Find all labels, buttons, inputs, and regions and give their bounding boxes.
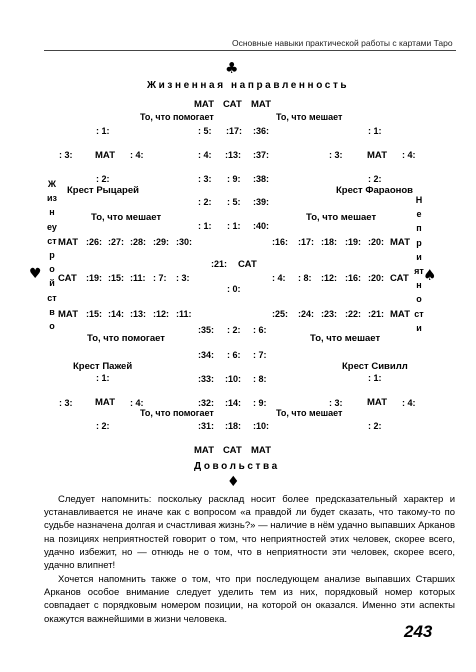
pos-8-right: : 8:	[298, 273, 312, 283]
body-paragraph-1: Следует напомнить: поскольку расклад носит более предсказательный характер и устанавливается не иначе как с вопросом «а правдой ли будет сказать, что такому-то по судьбе назначена долгая и счастливая жизнь?» — наличие в нём удачно выпавших Арканов на позициях неприятностей говорит о том, что неприятностей этих человек, скорее всего, удачно избежит, но — отнюдь не о том, что в неприятности эти человек, скорее всего, удачно влипнет!	[44, 494, 455, 572]
running-header: Основные навыки практической работы с картами Таро	[232, 38, 453, 48]
pos-26: :26:	[86, 237, 103, 247]
body-paragraph-2: Хочется напомнить также о том, что при последующем анализе выпавших Старших Арканов особое внимание следует уделить тем из них, порядковый номер которых совпадает с порядковым номером позиции, на которой он оказался. Именно эти аспекты окажутся важнейшими в жизни человека.	[44, 574, 455, 625]
pos-28: :28:	[130, 237, 147, 247]
pos-1-bottomright: : 1:	[368, 373, 382, 383]
mat-top-left: МАТ	[194, 99, 215, 110]
pos-31: :31:	[198, 421, 215, 431]
pos-2-topright: : 2:	[368, 174, 382, 184]
pos-18-center: :18:	[225, 421, 242, 431]
pos-9-center: : 9:	[253, 398, 267, 408]
pos-36: :36:	[253, 126, 270, 136]
mat-right-upper: МАТ	[390, 237, 411, 248]
sat-center: САТ	[238, 259, 257, 270]
pos-12-lower: :12:	[153, 309, 170, 319]
pos-4-topleft: : 4:	[130, 150, 144, 160]
pos-14-center: :14:	[225, 398, 242, 408]
pos-29: :29:	[153, 237, 170, 247]
pos-7-left: : 7:	[153, 273, 167, 283]
mat-bottomleft-cross: МАТ	[95, 397, 116, 408]
label-hinders-left: То, что мешает	[91, 212, 162, 223]
pos-39: :39:	[253, 197, 270, 207]
pos-16-right: :16:	[345, 273, 362, 283]
pos-24: :24:	[298, 309, 315, 319]
mat-left-lower: МАТ	[58, 309, 79, 320]
pos-17: :17:	[226, 126, 243, 136]
pos-10-center: :10:	[225, 374, 242, 384]
pos-7-center: : 7:	[253, 350, 267, 360]
sat-bottom: САТ	[223, 445, 242, 456]
mat-topleft-cross: МАТ	[95, 150, 116, 161]
pos-8-center: : 8:	[253, 374, 267, 384]
pos-3-topright: : 3:	[329, 150, 343, 160]
pos-6-lower: : 6:	[227, 350, 241, 360]
pos-2-lower-center: : 2:	[227, 325, 241, 335]
pos-33: :33:	[198, 374, 215, 384]
spade-suit-icon: ♠	[423, 266, 437, 284]
label-helps-bottom: То, что помогает	[140, 408, 214, 418]
label-hinders-right-lower: То, что мешает	[310, 333, 381, 344]
pos-21-right: :21:	[368, 309, 385, 319]
pos-1-center: : 1:	[198, 221, 212, 231]
pos-30: :30:	[176, 237, 193, 247]
pos-5: : 5:	[198, 126, 212, 136]
pos-11-lower: :11:	[176, 309, 192, 319]
pos-34: :34:	[198, 350, 215, 360]
pos-1-center-b: : 1:	[227, 221, 241, 231]
mat-topright-cross: МАТ	[367, 150, 388, 161]
pos-35: :35:	[198, 325, 215, 335]
mat-bottom-left: МАТ	[194, 445, 215, 456]
pos-23: :23:	[321, 309, 338, 319]
sat-top: САТ	[223, 99, 242, 110]
pos-2-center: : 2:	[198, 197, 212, 207]
pos-20: :20:	[368, 237, 385, 247]
pos-11-left: :11:	[130, 273, 146, 283]
pos-13-lower: :13:	[130, 309, 147, 319]
mat-bottom-right: МАТ	[251, 445, 272, 456]
pos-5-center: : 5:	[227, 197, 241, 207]
club-suit-icon: ♣	[225, 59, 239, 77]
pos-2-topleft: : 2:	[96, 174, 110, 184]
label-cross-sibyls: Крест Сивилл	[342, 361, 408, 372]
pos-18: :18:	[321, 237, 338, 247]
pos-10-bottom: :10:	[253, 421, 270, 431]
pos-4-bottomright: : 4:	[402, 398, 416, 408]
mat-bottomright-cross: МАТ	[367, 397, 388, 408]
pos-14-lower: :14:	[108, 309, 125, 319]
pos-25: :25:	[272, 309, 289, 319]
section-title-bottom: Довольства	[194, 461, 280, 472]
pos-4-topright: : 4:	[402, 150, 416, 160]
label-cross-knights: Крест Рыцарей	[67, 185, 139, 196]
pos-15-lower: :15:	[86, 309, 103, 319]
pos-6-center: : 6:	[253, 325, 267, 335]
label-cross-pages: Крест Пажей	[73, 361, 133, 372]
mat-top-right: МАТ	[251, 99, 272, 110]
pos-17-right: :17:	[298, 237, 315, 247]
pos-4-bottomleft: : 4:	[130, 398, 144, 408]
mat-left-upper: МАТ	[58, 237, 79, 248]
pos-19-left: :19:	[86, 273, 103, 283]
section-title-left: Жизнеустройство	[47, 179, 58, 332]
pos-19: :19:	[345, 237, 362, 247]
pos-22: :22:	[345, 309, 362, 319]
pos-2-bottomleft: : 2:	[96, 421, 110, 431]
pos-12-right: :12:	[321, 273, 338, 283]
pos-15-left: :15:	[108, 273, 125, 283]
header-rule	[44, 50, 456, 51]
pos-1-bottomleft: : 1:	[96, 373, 110, 383]
pos-1-topright: : 1:	[368, 126, 382, 136]
pos-2-bottomright: : 2:	[368, 421, 382, 431]
heart-suit-icon: ♥	[29, 266, 42, 282]
pos-13: :13:	[225, 150, 242, 160]
pos-37: :37:	[253, 150, 270, 160]
pos-3-center: : 3:	[198, 174, 212, 184]
pos-38: :38:	[253, 174, 270, 184]
label-hinders-right: То, что мешает	[306, 212, 377, 223]
pos-3-topleft: : 3:	[59, 150, 73, 160]
pos-32: :32:	[198, 398, 215, 408]
pos-0-center: : 0:	[227, 284, 241, 294]
page-number: 243	[404, 622, 433, 641]
pos-20-right: :20:	[368, 273, 385, 283]
label-hinders-bottom: То, что мешает	[276, 408, 343, 418]
pos-3-bottomleft: : 3:	[59, 398, 73, 408]
pos-16: :16:	[272, 237, 289, 247]
sat-right: САТ	[390, 273, 409, 284]
sat-left: САТ	[58, 273, 77, 284]
pos-9: : 9:	[227, 174, 241, 184]
section-title-right: Неприятности	[414, 195, 424, 333]
diamond-suit-icon: ♦	[227, 474, 240, 490]
label-hinders-top: То, что мешает	[276, 112, 343, 122]
pos-40: :40:	[253, 221, 270, 231]
pos-4-right: : 4:	[272, 273, 286, 283]
pos-3-bottomright: : 3:	[329, 398, 343, 408]
label-helps-left: То, что помогает	[87, 333, 165, 344]
label-helps-top: То, что помогает	[140, 112, 214, 122]
mat-right-lower: МАТ	[390, 309, 411, 320]
label-cross-pharaohs: Крест Фараонов	[336, 185, 413, 196]
pos-3-left: : 3:	[176, 273, 190, 283]
section-title-top: Жизненная направленность	[147, 80, 350, 91]
pos-4-center: : 4:	[198, 150, 212, 160]
pos-21-center: :21:	[211, 259, 228, 269]
pos-1-topleft: : 1:	[96, 126, 110, 136]
pos-27: :27:	[108, 237, 125, 247]
